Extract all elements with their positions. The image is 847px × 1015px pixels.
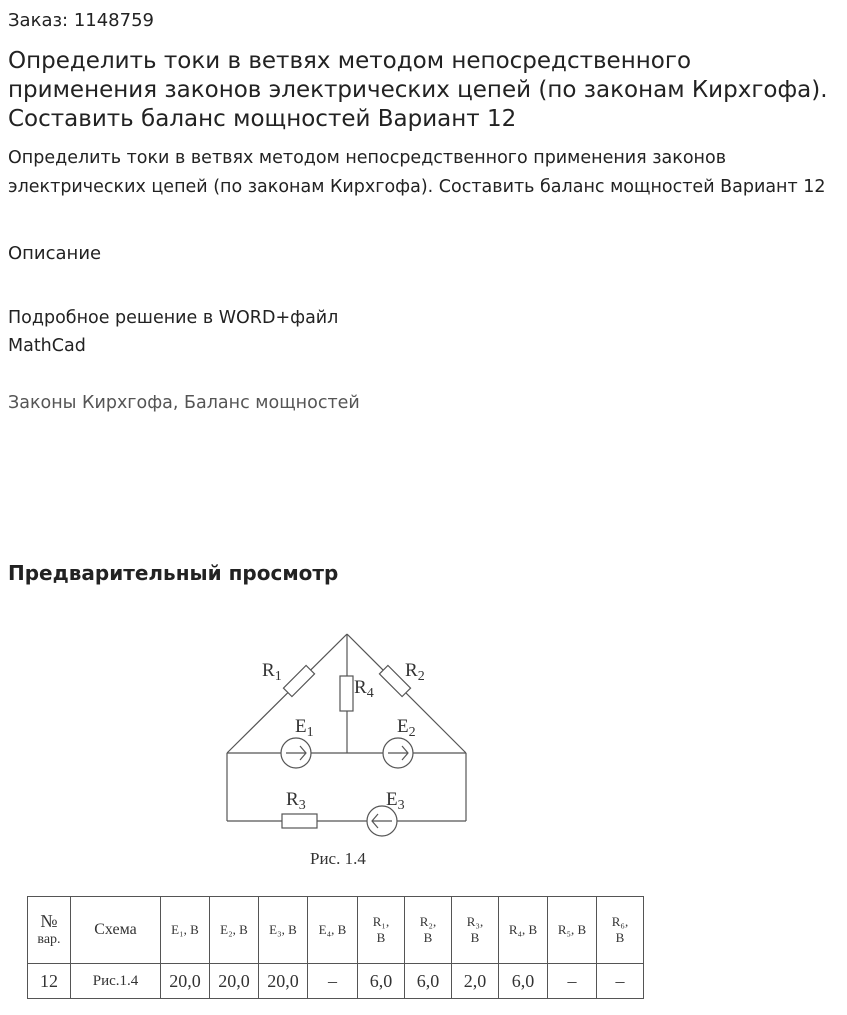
order-number: Заказ: 1148759	[8, 10, 154, 31]
resistor-r4	[340, 676, 353, 711]
header-cell: E₁, В	[161, 897, 210, 964]
variant-table	[27, 896, 644, 999]
table-cell: 12	[28, 964, 71, 999]
description-line: Подробное решение в WORD+файл	[8, 308, 339, 328]
svg-text:R2: $R_2$	[405, 660, 425, 684]
figure-caption: Рис. 1.4	[310, 849, 366, 868]
header-cell: R₆, В	[597, 897, 644, 964]
table-cell: 20,0	[161, 964, 210, 999]
tags: Законы Кирхгофа, Баланс мощностей	[8, 393, 360, 413]
resistor-r3	[282, 814, 317, 828]
table-cell: 20,0	[210, 964, 259, 999]
task-summary: Определить токи в ветвях методом непосредственного применения законов электрических цепей (по законам Кирхгофа). Составить баланс мощностей Вариант 12	[8, 148, 826, 197]
svg-text:E3: $E_3$	[386, 789, 405, 813]
table-cell: –	[548, 964, 597, 999]
header-cell: R₃, В	[452, 897, 499, 964]
svg-text:E2: $E_2$	[397, 716, 416, 740]
svg-text:R1: $R_1$	[262, 660, 282, 684]
resistor-r1	[283, 665, 314, 696]
description-line: MathCad	[8, 336, 86, 356]
svg-text:R3: $R_3$	[286, 789, 306, 813]
svg-text:R4: $R_4$	[354, 677, 374, 701]
table-cell: 2,0	[452, 964, 499, 999]
preview-heading: Предварительный просмотр	[8, 561, 339, 585]
table-cell: –	[308, 964, 358, 999]
header-cell: E₂, В	[210, 897, 259, 964]
page-title: Определить токи в ветвях методом непосредственного применения законов электрических цепей (по законам Кирхгофа). Составить баланс мощностей Вариант 12	[8, 48, 828, 132]
table-cell: 20,0	[259, 964, 308, 999]
svg-text:E1: $E_1$	[295, 716, 314, 740]
table-cell: 6,0	[405, 964, 452, 999]
circuit-diagram	[210, 620, 490, 880]
header-cell: R₄, В	[499, 897, 548, 964]
circuit-figure	[210, 620, 490, 880]
header-cell: R₂, В	[405, 897, 452, 964]
table-cell: 6,0	[358, 964, 405, 999]
header-cell: R₁, В	[358, 897, 405, 964]
header-cell: № вар.	[28, 897, 71, 964]
header-cell: E₄, В	[308, 897, 358, 964]
table-header-row	[28, 897, 644, 964]
table-cell: 6,0	[499, 964, 548, 999]
header-cell: E₃, В	[259, 897, 308, 964]
header-cell: Схема	[71, 897, 161, 964]
description-heading: Описание	[8, 243, 102, 264]
header-cell: R₅, В	[548, 897, 597, 964]
table-cell: Рис.1.4	[71, 964, 161, 999]
table-row	[28, 964, 644, 999]
table-cell: –	[597, 964, 644, 999]
wire-left-side	[227, 634, 347, 753]
